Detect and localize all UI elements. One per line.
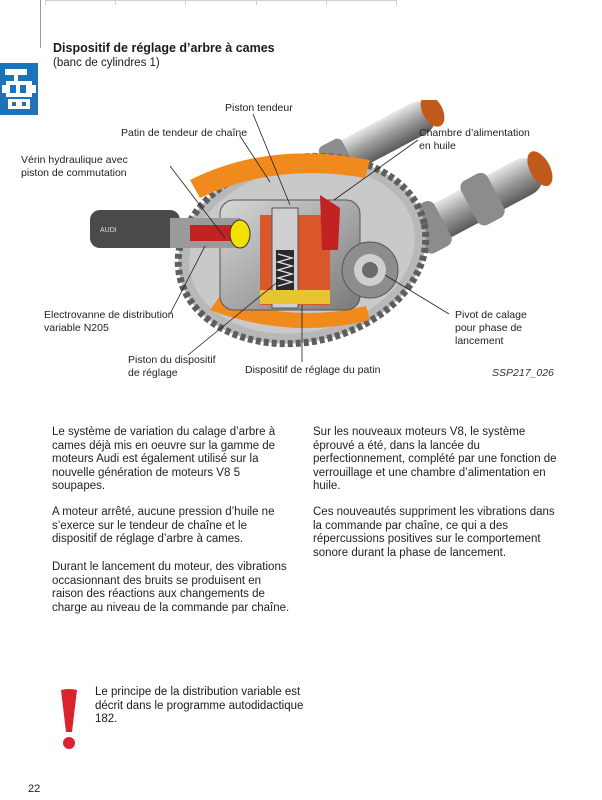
body-paragraph: Sur les nouveaux moteurs V8, le système éprouvé a été, dans la lancée du perfectionnement, complété par une fonction de verrouillage et une chambre d’alimentation en huile. [313, 426, 557, 493]
engine-icon [0, 63, 38, 115]
label-piston-tendeur: Piston tendeur [225, 102, 293, 114]
note-text: Le principe de la distribution variable est décrit dans le programme autodidactique 182. [95, 686, 304, 726]
label-pivot: Pivot de calage pour phase de lancement [455, 309, 527, 347]
page-title: Dispositif de réglage d’arbre à cames [53, 41, 275, 55]
top-rule [45, 0, 397, 1]
label-patin: Patin de tendeur de chaîne [121, 127, 248, 139]
exclamation-icon [58, 688, 80, 752]
svg-text:AUDI: AUDI [100, 227, 117, 234]
body-paragraph: Durant le lancement du moteur, des vibrations occasionnant des bruits se produisent en raison des réactions aux changements de charge au niveau de la commande par chaîne. [52, 561, 290, 614]
margin-rule [40, 0, 41, 48]
body-paragraph: Ces nouveautés suppriment les vibrations dans la commande par chaîne, ce qui a des répercussions positives sur le comportement sonore durant la phase de lancement. [313, 506, 555, 559]
body-paragraph: A moteur arrêté, aucune pression d’huile ne s’exerce sur le tendeur de chaîne et le dispositif de réglage d’arbre à cames. [52, 506, 275, 546]
label-verin: Vérin hydraulique avec piston de commutation [21, 154, 128, 179]
label-dispositif-patin: Dispositif de réglage du patin [245, 364, 381, 376]
label-electrovanne: Electrovanne de distribution variable N205 [44, 309, 174, 334]
page-number: 22 [28, 783, 41, 795]
figure-reference: SSP217_026 [492, 367, 554, 379]
label-chambre: Chambre d’alimentation en huile [419, 127, 530, 152]
body-paragraph: Le système de variation du calage d’arbre à cames déjà mis en oeuvre sur la gamme de moteurs Audi est également utilisé sur la nouvelle génération de moteurs V8 5 soupapes. [52, 426, 276, 493]
page-subtitle: (banc de cylindres 1) [53, 57, 160, 69]
label-piston-dispositif: Piston du dispositif de réglage [128, 354, 216, 379]
